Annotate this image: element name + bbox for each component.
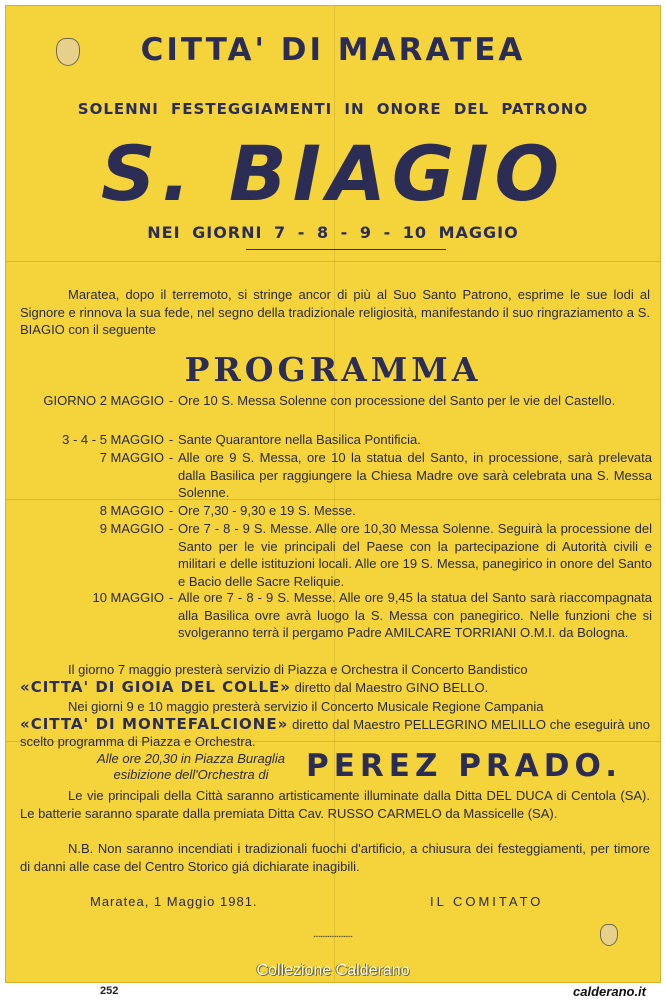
program-text: Sante Quarantore nella Basilica Pontificia.: [178, 432, 421, 447]
program-day: 9 MAGGIO: [99, 521, 164, 536]
collection-watermark: Collezione Calderano: [256, 962, 410, 979]
page-number: 252: [100, 985, 119, 997]
band-text: Il giorno 7 maggio presterà servizio di Piazza e Orchestra il Concerto Bandistico: [68, 662, 528, 677]
fold-crease: [6, 261, 660, 262]
program-text: Ore 7,30 - 9,30 e 19 S. Messe.: [178, 503, 356, 518]
lights-paragraph: Le vie principali della Città saranno artisticamente illuminate dalla Ditta DEL DUCA di Centola (SA). Le batterie saranno sparate dalla premiata Ditta Cav. RUSSO CARMELO da Massicelle (SA).: [20, 788, 650, 821]
site-credit: calderano.it: [573, 984, 646, 999]
band-text: diretto dal Maestro PELLEGRINO MELILLO che eseguirà uno scelto programma di Piazza e Orchestra.: [20, 716, 650, 749]
band-text: Nei giorni 9 e 10 maggio presterà servizio il Concerto Musicale Regione Campania: [68, 699, 544, 714]
intro-paragraph: Maratea, dopo il terremoto, si stringe ancor di più al Suo Santo Patrono, esprime le sue lodi al Signore e rinnova la sua fede, nel segno della tradizionale religiosità, manifestando il suo ringraziamento a S. BIAGIO con il seguente: [20, 287, 650, 337]
program-day: 7 MAGGIO: [99, 450, 164, 465]
perez-intro: [66, 751, 316, 783]
program-row: 10 MAGGIO - Alle ore 7 - 8 - 9 S. Messe. Alle ore 9,45 la statua del Santo sarà riaccompagnata alla Basilica ovre avrà luogo la S. Messa con panegirico. Nelle funzioni che si svolgeranno terrà il pergamo Padre AMILCARE TORRIANI O.M.I. da Bologna.: [16, 589, 652, 642]
program-day: 8 MAGGIO: [99, 503, 164, 518]
band-text: diretto dal Maestro GINO BELLO.: [294, 679, 489, 695]
band-paragraph-1: [20, 661, 650, 696]
program-text: Ore 10 S. Messa Solenne con processione del Santo per le vie del Castello.: [178, 393, 616, 408]
place-date: Maratea, 1 Maggio 1981.: [90, 894, 258, 909]
program-row: 3 - 4 - 5 MAGGIO - Sante Quarantore nella Basilica Pontificia.: [16, 431, 652, 449]
divider: [246, 249, 446, 250]
band-paragraph-2: [20, 698, 650, 751]
program-row: GIORNO 2 MAGGIO - Ore 10 S. Messa Solenne con processione del Santo per le vie del Castello.: [16, 392, 652, 410]
program-text: Ore 7 - 8 - 9 S. Messe. Alle ore 10,30 Messa Solenne. Seguirà la processione del Santo per le vie principali del Paese con la partecipazione di Autorità civili e militari e delle istituzioni locali. Alle ore 19 S. Messa, panegirico in onore del Santo e Bacio delle Sacre Reliquie.: [178, 521, 652, 589]
committee: IL COMITATO: [430, 894, 544, 909]
program-row: 7 MAGGIO - Alle ore 9 S. Messa, ore 10 la statua del Santo, in processione, sarà prelevata dalla Basilica per raggiungere la Chiesa Madre ove sarà celebrata una S. Messa Solenne.: [16, 449, 652, 502]
program-day: GIORNO 2 MAGGIO: [43, 393, 164, 408]
festival-dates: NEI GIORNI 7 - 8 - 9 - 10 MAGGIO: [147, 223, 519, 242]
program-row: 8 MAGGIO - Ore 7,30 - 9,30 e 19 S. Messe.: [16, 502, 652, 520]
program-day: 10 MAGGIO: [92, 590, 164, 605]
subtitle: SOLENNI FESTEGGIAMENTI IN ONORE DEL PATRONO: [77, 100, 589, 118]
printer-imprint: ▪▪▪▪▪▪▪▪▪▪▪▪▪▪▪▪▪▪▪▪▪▪: [313, 934, 353, 940]
programma-title: PROGRAMMA: [184, 350, 482, 389]
poster: [5, 5, 661, 983]
note-paragraph: N.B. Non saranno incendiati i tradizionali fuochi d'artificio, a chiusura dei festeggiamenti, per timore di danni alle case del Centro Storico giá dichiarate inagibili.: [20, 841, 650, 874]
saint-name: S. BIAGIO: [100, 129, 566, 218]
perez-prado: PEREZ PRADO.: [306, 748, 622, 784]
perez-line: esibizione dell'Orchestra di: [113, 767, 269, 782]
program-text: Alle ore 7 - 8 - 9 S. Messe. Alle ore 9,45 la statua del Santo sarà riaccompagnata alla Basilica ovre avrà luogo la S. Messa con panegirico. Nelle funzioni che si svolgeranno terrà il pergamo Padre AMILCARE TORRIANI O.M.I. da Bologna.: [178, 590, 652, 640]
city-title: CITTA' DI MARATEA: [140, 32, 526, 68]
band-name: «CITTA' DI GIOIA DEL COLLE»: [20, 677, 291, 696]
program-text: Alle ore 9 S. Messa, ore 10 la statua del Santo, in processione, sarà prelevata dalla Basilica per raggiungere la Chiesa Madre ove sarà celebrata una S. Messa Solenne.: [178, 450, 652, 500]
band-name: «CITTA' DI MONTEFALCIONE»: [20, 714, 289, 733]
program-row: 9 MAGGIO - Ore 7 - 8 - 9 S. Messe. Alle ore 10,30 Messa Solenne. Seguirà la processione del Santo per le vie principali del Paese con la partecipazione di Autorità civili e militari e delle istituzioni locali. Alle ore 19 S. Messa, panegirico in onore del Santo e Bacio delle Sacre Reliquie.: [16, 520, 652, 590]
perez-line: Alle ore 20,30 in Piazza Buraglia: [97, 751, 285, 766]
program-day: 3 - 4 - 5 MAGGIO: [62, 432, 164, 447]
